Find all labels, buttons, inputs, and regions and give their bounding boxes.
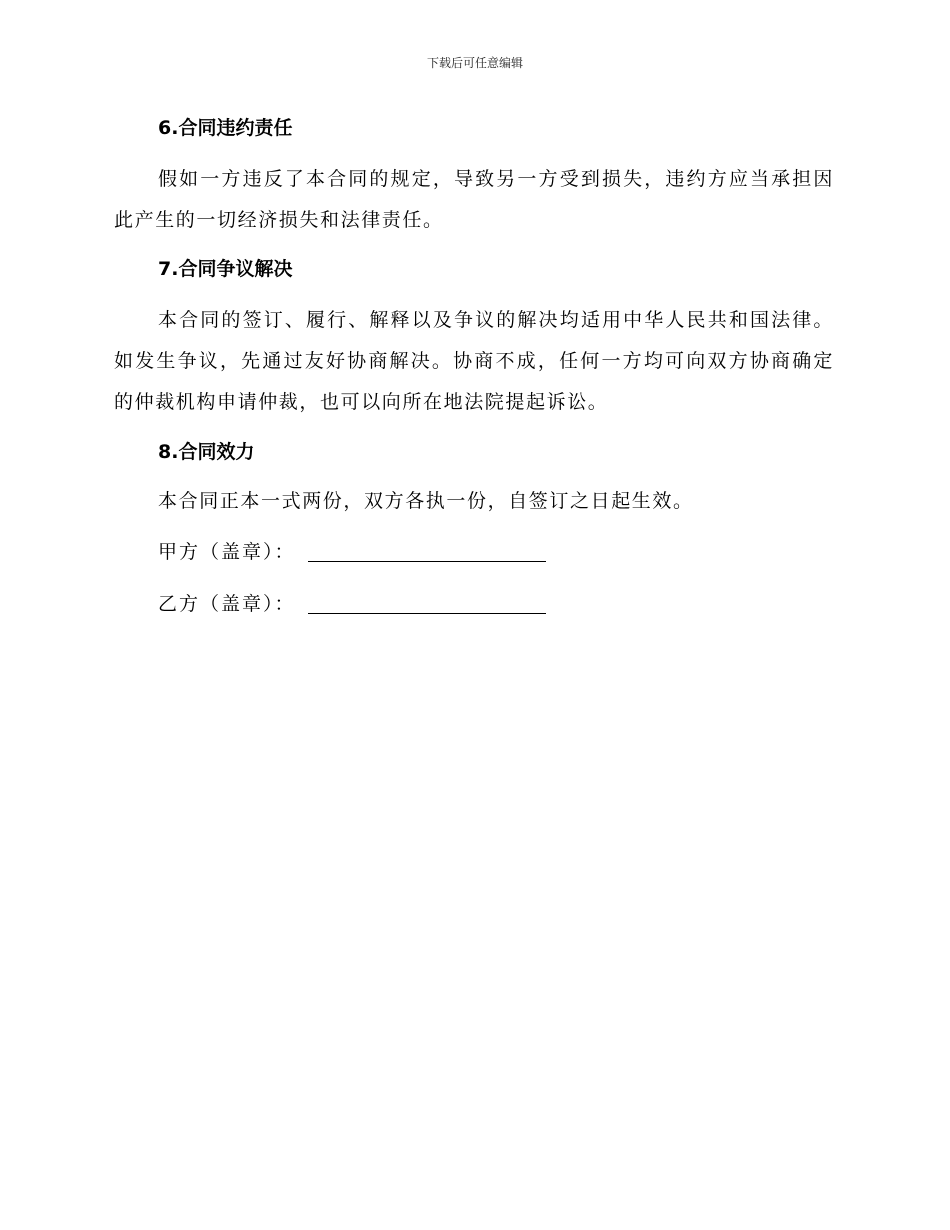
section-8-heading: 8.合同效力 <box>158 441 255 463</box>
contract-body <box>114 110 834 624</box>
section-7-paragraph: 本合同的签订、履行、解释以及争议的解决均适用中华人民共和国法律。如发生争议，先通过友好协商解决。协商不成，任何一方均可向双方协商确定的仲裁机构申请仲裁，也可以向所在地法院提起诉讼。 <box>114 309 834 413</box>
party-a-signature-blank[interactable] <box>308 560 546 562</box>
party-a-signature-row <box>158 532 834 572</box>
section-6-paragraph: 假如一方违反了本合同的规定，导致另一方受到损失，违约方应当承担因此产生的一切经济损失和法律责任。 <box>114 168 834 231</box>
section-8-paragraph: 本合同正本一式两份，双方各执一份，自签订之日起生效。 <box>158 490 694 512</box>
section-7-heading: 7.合同争议解决 <box>158 258 293 280</box>
party-a-label: 甲方（盖章）： <box>158 541 296 563</box>
party-b-signature-row <box>158 584 834 624</box>
section-6-heading: 6.合同违约责任 <box>158 117 293 139</box>
page-header-note: 下载后可任意编辑 <box>426 56 523 70</box>
party-b-signature-blank[interactable] <box>308 612 546 614</box>
party-b-label: 乙方（盖章）： <box>158 593 296 615</box>
